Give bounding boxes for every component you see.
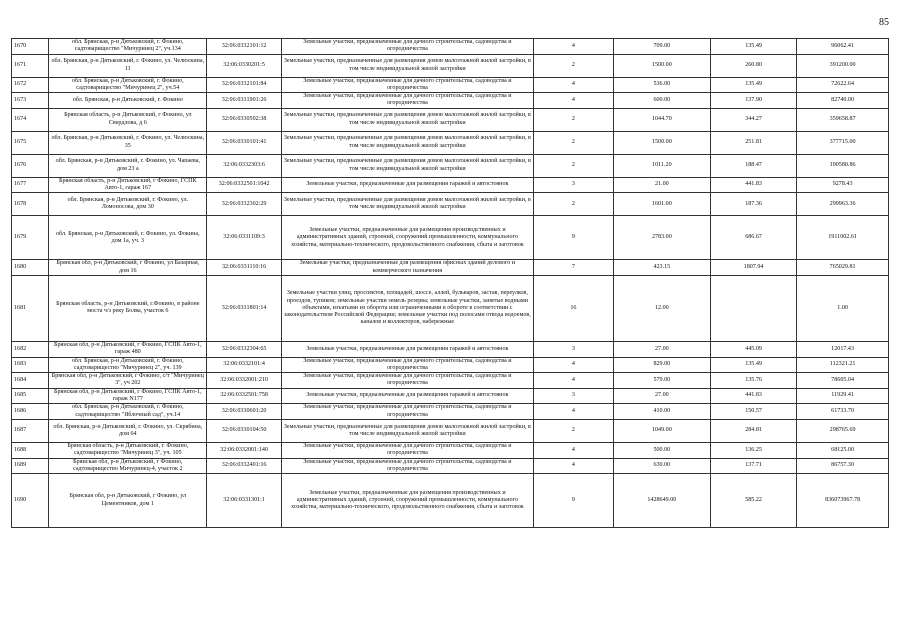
row-specific-value: 251.81 (710, 131, 796, 154)
row-area: 27.00 (613, 388, 710, 404)
row-land-use: Земельные участки, предназначенные для размещения гаражей и автостоянок (281, 388, 533, 404)
row-specific-value: 187.36 (710, 193, 796, 216)
row-specific-value: 137.90 (710, 93, 796, 109)
row-cadastral-number: 32:06:0332501:1042 (207, 177, 281, 193)
row-cadastral-number: 32:06:0332401:16 (207, 458, 281, 474)
row-group: 2 (534, 108, 614, 131)
table-row (12, 419, 889, 442)
row-number: 1684 (12, 373, 49, 389)
row-land-use: Земельные участки, предназначенные для размещения домов малоэтажной жилой застройки, в том числе индивидуальной жилой застройки (281, 131, 533, 154)
row-cadastral-number: 32:06:0330101:41 (207, 131, 281, 154)
row-area: 410.00 (613, 404, 710, 420)
row-cadastral-number: 32:06:0332304:65 (207, 341, 281, 357)
row-specific-value: 585.22 (710, 474, 796, 528)
row-cadastral-value: 765029.81 (797, 260, 889, 276)
table-row (12, 93, 889, 109)
row-specific-value: 686.67 (710, 216, 796, 260)
row-area: 600.00 (613, 93, 710, 109)
row-specific-value: 188.47 (710, 154, 796, 177)
row-land-use: Земельные участки, предназначенные для дачного строительства, садоводства и огородничества (281, 93, 533, 109)
row-group: 4 (534, 458, 614, 474)
row-specific-value: 135.49 (710, 39, 796, 55)
row-group: 9 (534, 216, 614, 260)
row-group: 3 (534, 388, 614, 404)
row-group: 4 (534, 373, 614, 389)
row-number: 1689 (12, 458, 49, 474)
row-cadastral-number: 32:06:0331301:1 (207, 474, 281, 528)
row-address: Брянская область, р-н Дятьковский, г.Фокино, в районе моста ч/з реку Болва, участок 6 (49, 275, 207, 341)
row-address: обл. Брянская, р-н Дятьковский, г. Фокино, ул. Фокина, дом 1а, уч. 3 (49, 216, 207, 260)
land-registry-table (11, 38, 889, 528)
row-land-use: Земельные участки, предназначенные для размещения домов малоэтажной жилой застройки, в том числе индивидуальной жилой застройки (281, 154, 533, 177)
row-address: обл. Брянская, р-н Дятьковский, г. Фокино, садтоварищество "Мичуринец 2", уч. 139 (49, 357, 207, 373)
row-number: 1676 (12, 154, 49, 177)
row-group: 16 (534, 275, 614, 341)
row-cadastral-value: 299963.36 (797, 193, 889, 216)
row-cadastral-number: 32:06:0332101:4 (207, 357, 281, 373)
row-area: 1044.70 (613, 108, 710, 131)
row-land-use: Земельные участки, предназначенные для дачного строительства, садоводства и огородничества (281, 404, 533, 420)
table-row (12, 373, 889, 389)
row-address: Брянская обл, р-н Дятьковский, г Фокино, ул Цементников, дом 1 (49, 474, 207, 528)
row-land-use: Земельные участки, предназначенные для дачного строительства, садоводства и огородничества (281, 39, 533, 55)
table-row (12, 154, 889, 177)
row-cadastral-value: 377715.00 (797, 131, 889, 154)
row-land-use: Земельные участки, предназначенные для размещения гаражей и автостоянок (281, 177, 533, 193)
row-cadastral-value: 1911002.61 (797, 216, 889, 260)
row-address: обл. Брянская, р-н Дятьковский, г. Фокино, садтоварищество "Мичуринец 2", уч.134 (49, 39, 207, 55)
row-land-use: Земельные участки, предназначенные для размещения домов малоэтажной жилой застройки, в том числе индивидуальной жилой застройки (281, 193, 533, 216)
row-cadastral-number: 32:06:0332303:6 (207, 154, 281, 177)
row-number: 1678 (12, 193, 49, 216)
table-row (12, 388, 889, 404)
table-row (12, 458, 889, 474)
row-number: 1690 (12, 474, 49, 528)
row-cadastral-number: 32:06:0330601:20 (207, 404, 281, 420)
row-area: 1500.00 (613, 54, 710, 77)
table-body (12, 39, 889, 528)
table-row (12, 108, 889, 131)
row-group: 2 (534, 131, 614, 154)
row-cadastral-value: 78605.04 (797, 373, 889, 389)
row-address: Брянская обл, р-н Дятьковский, г Фокино, ул Базарная, дом 16 (49, 260, 207, 276)
row-land-use: Земельные участки, предназначенные для дачного строительства, садоводства и огородничества (281, 373, 533, 389)
row-address: обл. Брянская, р-н Дятьковский, г. Фокино, ул. Челюскина, 11 (49, 54, 207, 77)
row-cadastral-value: 86757.30 (797, 458, 889, 474)
row-address: Брянская область, р-н Дятьковский, г Фокино, ул Свердлова, д 6 (49, 108, 207, 131)
row-land-use: Земельные участки, предназначенные для размещения домов малоэтажной жилой застройки, в том числе индивидуальной жилой застройки (281, 419, 533, 442)
page-number: 85 (879, 17, 889, 28)
row-land-use: Земельные участки, предназначенные для дачного строительства, садоводства и огородничества (281, 458, 533, 474)
row-cadastral-value: 12017.43 (797, 341, 889, 357)
row-cadastral-value: 11929.41 (797, 388, 889, 404)
row-cadastral-value: 9278.43 (797, 177, 889, 193)
row-address: Брянская обл, р-н Дятьковский, г Фокино, ГСПК Авто-1, гараж N177 (49, 388, 207, 404)
row-specific-value: 260.80 (710, 54, 796, 77)
row-number: 1683 (12, 357, 49, 373)
row-cadastral-value: 190580.86 (797, 154, 889, 177)
row-address: обл. Брянская, р-н Дятьковский, г. Фокино, садтоварищество "Мичуринец 2", уч.54 (49, 77, 207, 93)
row-cadastral-value: 1.00 (797, 275, 889, 341)
row-area: 423.15 (613, 260, 710, 276)
row-cadastral-number: 32:06:0330201:5 (207, 54, 281, 77)
table-row (12, 216, 889, 260)
row-number: 1681 (12, 275, 49, 341)
row-area: 21.00 (613, 177, 710, 193)
row-land-use: Земельные участки, предназначенные для размещения домов малоэтажной жилой застройки, в том числе индивидуальной жилой застройки (281, 54, 533, 77)
row-cadastral-value: 298765.69 (797, 419, 889, 442)
row-group: 4 (534, 77, 614, 93)
row-address: обл. Брянская, р-н Дятьковский, г. Фокино, садтоварищество "Яблочный сад", уч.14 (49, 404, 207, 420)
row-area: 500.00 (613, 442, 710, 458)
row-address: Брянская обл, р-н Дятьковский, г Фокино, садтоварищество Мичуринец-4, участок 2 (49, 458, 207, 474)
row-cadastral-number: 32:06:0332101:84 (207, 77, 281, 93)
table-row (12, 54, 889, 77)
row-cadastral-value: 112321.21 (797, 357, 889, 373)
row-specific-value (710, 275, 796, 341)
row-area: 27.00 (613, 341, 710, 357)
table-row (12, 193, 889, 216)
row-cadastral-value: 61733.70 (797, 404, 889, 420)
table-row (12, 404, 889, 420)
table-row (12, 275, 889, 341)
row-group: 4 (534, 404, 614, 420)
row-specific-value: 135.76 (710, 373, 796, 389)
row-specific-value: 441.83 (710, 177, 796, 193)
row-group: 4 (534, 357, 614, 373)
row-cadastral-number: 32:06:0332101:12 (207, 39, 281, 55)
row-land-use: Земельные участки, предназначенные для размещения гаражей и автостоянок (281, 341, 533, 357)
table-row (12, 39, 889, 55)
row-group: 3 (534, 341, 614, 357)
row-number: 1674 (12, 108, 49, 131)
row-number: 1685 (12, 388, 49, 404)
row-number: 1677 (12, 177, 49, 193)
row-cadastral-value: 82740.00 (797, 93, 889, 109)
row-specific-value: 137.71 (710, 458, 796, 474)
row-number: 1687 (12, 419, 49, 442)
row-land-use: Земельные участки, предназначенные для размещения офисных зданий делового и коммерческого назначения (281, 260, 533, 276)
row-specific-value: 150.57 (710, 404, 796, 420)
row-number: 1670 (12, 39, 49, 55)
row-address: обл. Брянская, р-н Дятьковский, г. Фокино, ул. Чапаева, дом 23 а (49, 154, 207, 177)
row-specific-value: 441.83 (710, 388, 796, 404)
row-cadastral-value: 836073967.78 (797, 474, 889, 528)
row-group: 4 (534, 39, 614, 55)
table-row (12, 177, 889, 193)
row-address: обл. Брянская, р-н Дятьковский, г. Фокино, ул. Скрябина, дом 64 (49, 419, 207, 442)
table-row (12, 341, 889, 357)
row-address: обл. Брянская, р-н Дятьковский, г. Фокино, ул. Челюскина, 35 (49, 131, 207, 154)
row-area: 1601.00 (613, 193, 710, 216)
row-cadastral-number: 32:06:0330104:50 (207, 419, 281, 442)
row-land-use: Земельные участки, предназначенные для размещения производственных и административных зданий, строений, сооружений промышленности, коммунального хозяйства, материально-технического, продовольственного снабжения, сбыта и заготовок (281, 474, 533, 528)
row-group: 4 (534, 442, 614, 458)
row-cadastral-value: 96062.41 (797, 39, 889, 55)
row-area: 536.00 (613, 77, 710, 93)
table-row (12, 131, 889, 154)
table-row (12, 260, 889, 276)
row-area: 630.00 (613, 458, 710, 474)
row-cadastral-number: 32:06:0331901:26 (207, 93, 281, 109)
row-area: 579.00 (613, 373, 710, 389)
row-number: 1675 (12, 131, 49, 154)
row-group: 3 (534, 177, 614, 193)
row-land-use: Земельные участки, предназначенные для дачного строительства, садоводства и огородничества (281, 77, 533, 93)
row-cadastral-value: 72622.64 (797, 77, 889, 93)
row-cadastral-number: 32:06:0331109:3 (207, 216, 281, 260)
table-row (12, 77, 889, 93)
row-land-use: Земельные участки, предназначенные для размещения производственных и административных зданий, строений, сооружений промышленности, коммунального хозяйства, материально-технического, продовольственного снабжения, сбыта и заготовок (281, 216, 533, 260)
row-cadastral-number: 32:06:0332501:758 (207, 388, 281, 404)
row-number: 1682 (12, 341, 49, 357)
row-address: Брянская область, р-н Дятьковский, г. Фокино, садтоварищество "Мичуринец 3", уч. 105 (49, 442, 207, 458)
row-area: 1011.20 (613, 154, 710, 177)
row-group: 2 (534, 154, 614, 177)
row-cadastral-number: 32:06:0332302:29 (207, 193, 281, 216)
row-address: Брянская обл, р-н Дятьковский, г Фокино, с/т "Мичуринец 3", уч 202 (49, 373, 207, 389)
row-specific-value: 136.25 (710, 442, 796, 458)
row-number: 1672 (12, 77, 49, 93)
row-area: 12.00 (613, 275, 710, 341)
row-land-use: Земельные участки, предназначенные для дачного строительства, садоводства и огородничества (281, 357, 533, 373)
table-row (12, 357, 889, 373)
row-cadastral-number: 32:06:0331801:14 (207, 275, 281, 341)
row-specific-value: 445.09 (710, 341, 796, 357)
row-number: 1679 (12, 216, 49, 260)
row-area: 1500.00 (613, 131, 710, 154)
row-specific-value: 284.81 (710, 419, 796, 442)
row-group: 2 (534, 419, 614, 442)
row-group: 9 (534, 474, 614, 528)
row-group: 7 (534, 260, 614, 276)
row-cadastral-value: 68125.00 (797, 442, 889, 458)
row-land-use: Земельные участки, предназначенные для дачного строительства, садоводства и огородничества (281, 442, 533, 458)
row-group: 2 (534, 193, 614, 216)
row-cadastral-value: 359658.87 (797, 108, 889, 131)
row-specific-value: 344.27 (710, 108, 796, 131)
row-address: Брянская область, р-н Дятьковский, г Фокино, ГСПК Авто-1, гараж 167 (49, 177, 207, 193)
row-cadastral-number: 32:06:0332001:210 (207, 373, 281, 389)
row-specific-value: 1807.94 (710, 260, 796, 276)
row-address: обл. Брянская, р-н Дятьковский, г. Фокино (49, 93, 207, 109)
row-area: 1428649.00 (613, 474, 710, 528)
row-number: 1673 (12, 93, 49, 109)
row-area: 2783.00 (613, 216, 710, 260)
row-cadastral-value: 391200.00 (797, 54, 889, 77)
row-number: 1688 (12, 442, 49, 458)
row-address: обл. Брянская, р-н Дятьковский, г. Фокино, ул. Ломоносова, дом 30 (49, 193, 207, 216)
row-land-use: Земельные участки улиц, проспектов, площадей, шоссе, аллей, бульваров, застав, переулков, проездов, тупиков; земельные участки земель резерва; земельные участки, занятые водными объектами, изъятыми из оборота или ограниченными в обороте в соответствии с законодательством Российской Федерации; земельные участки под полосами отвода водоемов, каналов и коллекторов, набережные (281, 275, 533, 341)
row-area: 709.00 (613, 39, 710, 55)
table-row (12, 442, 889, 458)
row-number: 1680 (12, 260, 49, 276)
row-cadastral-number: 32:06:0331110:16 (207, 260, 281, 276)
row-specific-value: 135.49 (710, 77, 796, 93)
row-address: Брянская обл, р-н Дятьковский, г Фокино, ГСПК Авто-1, гараж 480 (49, 341, 207, 357)
row-number: 1671 (12, 54, 49, 77)
row-number: 1686 (12, 404, 49, 420)
row-land-use: Земельные участки, предназначенные для размещения домов малоэтажной жилой застройки, в том числе индивидуальной жилой застройки (281, 108, 533, 131)
table-row (12, 474, 889, 528)
row-group: 2 (534, 54, 614, 77)
row-cadastral-number: 32:06:0330502:38 (207, 108, 281, 131)
row-cadastral-number: 32:06:0332001:140 (207, 442, 281, 458)
row-area: 1049.00 (613, 419, 710, 442)
row-group: 4 (534, 93, 614, 109)
row-specific-value: 135.49 (710, 357, 796, 373)
row-area: 829.00 (613, 357, 710, 373)
